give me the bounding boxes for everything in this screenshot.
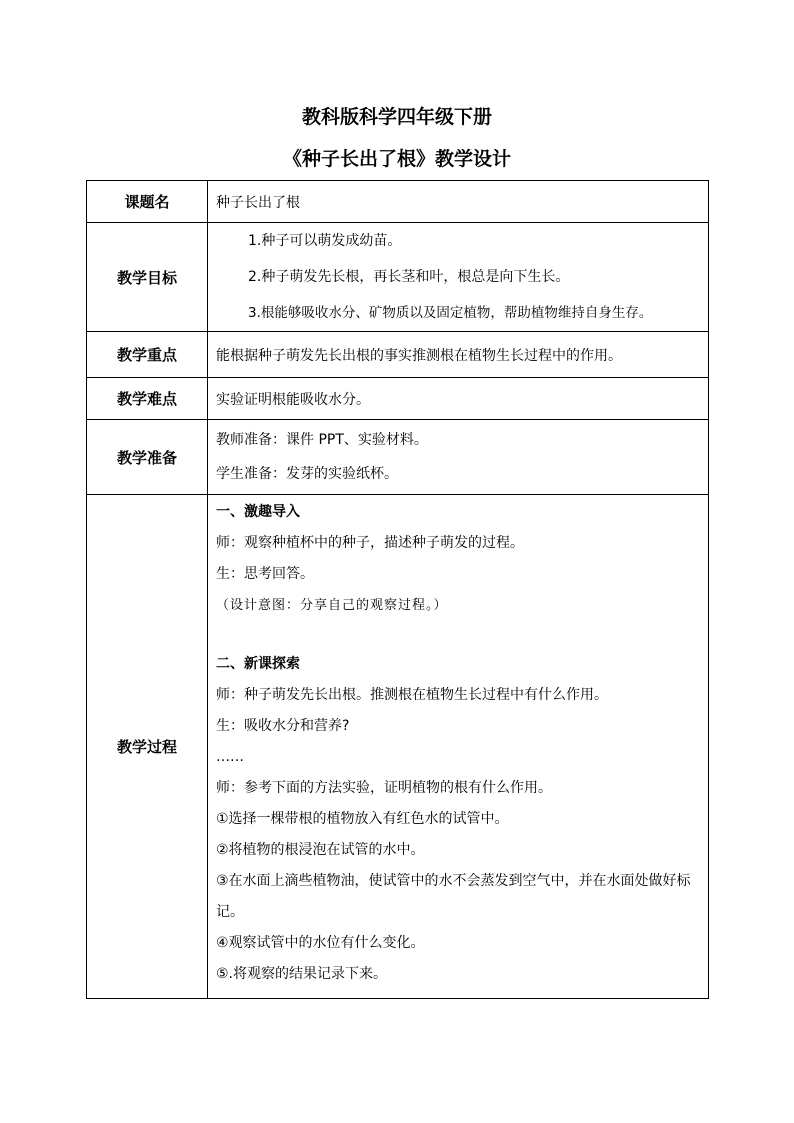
row-topic (87, 181, 709, 223)
step-item: ③在水面上滴些植物油，使试管中的水不会蒸发到空气中，并在水面处做好标记。 (216, 873, 691, 920)
step-item: ①选择一棵带根的植物放入有红色水的试管中。 (216, 811, 509, 827)
row-focus (87, 332, 709, 378)
section-heading-1: 一、激趣导入 (216, 504, 300, 520)
difficulty-value: 实验证明根能吸收水分。 (208, 378, 709, 420)
goal-item: 1.种子可以萌发成幼苗。 (248, 233, 402, 249)
difficulty-label: 教学难点 (87, 378, 208, 420)
goals-label: 教学目标 (87, 223, 208, 332)
prep-cell (208, 420, 709, 495)
focus-value: 能根据种子萌发先长出根的事实推测根在植物生长过程中的作用。 (208, 332, 709, 378)
document-title: 教科版科学四年级下册 (301, 106, 492, 128)
design-note: （设计意图：分享自己的观察过程。） (216, 598, 448, 613)
teacher-prep: 教师准备：课件 PPT、实验材料。 (216, 432, 428, 448)
step-item: ④观察试管中的水位有什么变化。 (216, 935, 425, 951)
goals-cell (208, 223, 709, 332)
lesson-plan-table (86, 180, 709, 999)
goal-item: 2.种子萌发先长根，再长茎和叶，根总是向下生长。 (248, 269, 570, 285)
process-line: 师：种子萌发先长出根。推测根在植物生长过程中有什么作用。 (216, 687, 608, 703)
topic-value: 种子长出了根 (208, 181, 709, 223)
row-difficulty (87, 378, 709, 420)
topic-label: 课题名 (87, 181, 208, 223)
step-item: ②将植物的根浸泡在试管的水中。 (216, 842, 425, 858)
student-prep: 学生准备：发芽的实验纸杯。 (216, 466, 398, 482)
process-line: …… (216, 749, 244, 765)
prep-label: 教学准备 (87, 420, 208, 495)
spacer (216, 621, 704, 649)
row-process (87, 495, 709, 999)
goal-item: 3.根能够吸收水分、矿物质以及固定植物，帮助植物维持自身生存。 (248, 305, 653, 321)
step-item: ⑤.将观察的结果记录下来。 (216, 966, 388, 982)
process-label: 教学过程 (87, 495, 208, 999)
process-line: 生：思考回答。 (216, 566, 314, 582)
row-goals (87, 223, 709, 332)
row-prep (87, 420, 709, 495)
process-cell (208, 495, 709, 999)
section-heading-2: 二、新课探索 (216, 656, 300, 672)
focus-label: 教学重点 (87, 332, 208, 378)
process-line: 师：参考下面的方法实验，证明植物的根有什么作用。 (216, 780, 552, 796)
process-line: 师：观察种植杯中的种子，描述种子萌发的过程。 (216, 535, 524, 551)
process-line: 生：吸收水分和营养? (216, 718, 350, 734)
document-subtitle: 《种子长出了根》教学设计 (282, 148, 511, 170)
